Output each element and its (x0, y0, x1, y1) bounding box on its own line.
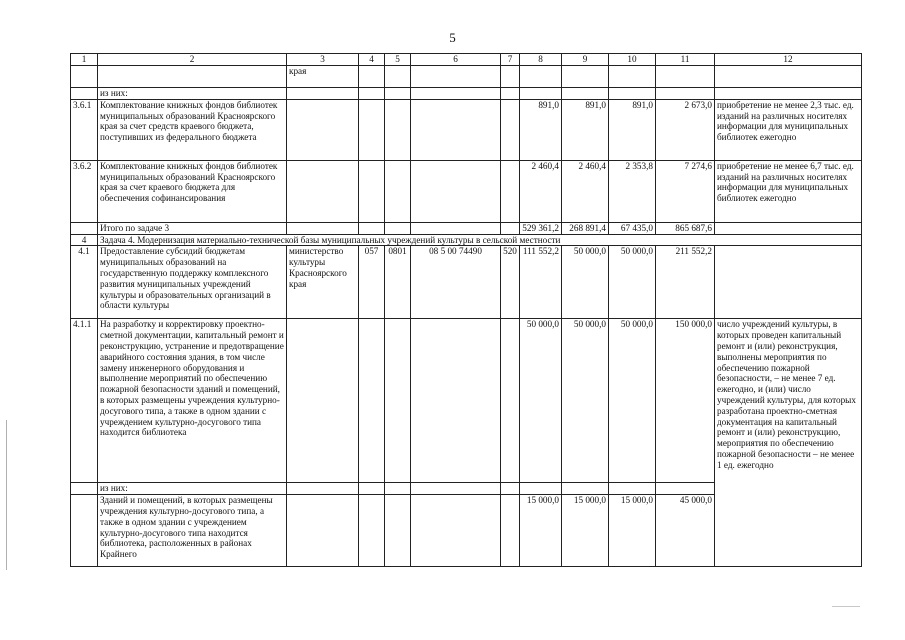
row-number: 3.6.1 (71, 99, 98, 160)
table-row (71, 246, 862, 319)
result-cell: приобретение не менее 6,7 тыс. ед. изданий на различных носителях информации для муниципальных библиотек ежегодно (715, 160, 862, 222)
value-cell: 15 000,0 (562, 495, 609, 567)
code-cell: 0801 (385, 246, 411, 319)
header-cell: 12 (715, 54, 862, 66)
value-cell: 15 000,0 (520, 495, 562, 567)
header-cell: 1 (71, 54, 98, 66)
admin-cell: министерство культуры Красноярского края (287, 246, 359, 319)
value-cell: 150 000,0 (656, 319, 715, 483)
table-row (71, 99, 862, 160)
result-cell: приобретение не менее 2,3 тыс. ед. изданий на различных носителях информации для муниципальных библиотек ежегодно (715, 99, 862, 160)
row-name: Комплектование книжных фондов библиотек муниципальных образований Красноярского края за счет краевого бюджета для обеспечения софинансирования (98, 160, 287, 222)
header-cell: 5 (385, 54, 411, 66)
value-cell: 2 673,0 (656, 99, 715, 160)
row-number: 3.6.2 (71, 160, 98, 222)
page-number: 5 (449, 30, 456, 45)
row-name: Зданий и помещений, в которых размещены учреждения культурно-досугового типа, а также в одном здании с учреждением культурно-досугового типа находится библиотека, расположенных в районах Крайнего (98, 495, 287, 567)
result-cell: число учреждений культуры, в которых проведен капитальный ремонт и (или) реконструкция, выполнены мероприятия по обеспечению пожарной безопасности, – не менее 7 ед. ежегодно, и (или) число учреждений культуры, для которых разработана проектно-сметная документация на капитальный ремонт и (или) реконструкцию, мероприятия по обеспечению пожарной безопасности – не менее 1 ед. ежегодно (715, 319, 862, 567)
code-cell: 057 (359, 246, 385, 319)
total-value: 268 891,4 (562, 222, 609, 234)
row-name: Комплектование книжных фондов библиотек муниципальных образований Красноярского края за счет средств краевого бюджета, поступивших из федерального бюджета (98, 99, 287, 160)
row-name: Предоставление субсидий бюджетам муниципальных образований на государственную поддержку комплексного развития муниципальных учреждений культуры и образовательных организаций в области культуры (98, 246, 287, 319)
table-row (71, 160, 862, 222)
scan-corner-mark (832, 606, 860, 607)
value-cell: 45 000,0 (656, 495, 715, 567)
value-cell: 50 000,0 (609, 246, 656, 319)
row-name: На разработку и корректировку проектно-сметной документации, капитальный ремонт и реконструкцию, устранение и предотвращение аварийного состояния здания, в том числе замену инженерного оборудования и выполнение мероприятий по обеспечению пожарной безопасности зданий и помещений, в которых размещены учреждения культурно-досугового типа, а также в одном здании с учреждением культурно-досугового типа находится библиотека (98, 319, 287, 483)
task-heading: Задача 4. Модернизация материально-технической базы муниципальных учреждений культуры в сельской местности (98, 234, 862, 246)
value-cell: 2 353,8 (609, 160, 656, 222)
header-cell: 4 (359, 54, 385, 66)
code-cell: 08 5 00 74490 (411, 246, 501, 319)
value-cell: 891,0 (520, 99, 562, 160)
scan-margin-line (6, 420, 7, 570)
table-row (71, 319, 862, 483)
header-cell: 3 (287, 54, 359, 66)
table-row (71, 66, 862, 88)
value-cell: 891,0 (609, 99, 656, 160)
subheading-label: из них: (98, 483, 287, 495)
total-value: 67 435,0 (609, 222, 656, 234)
value-cell: 50 000,0 (562, 246, 609, 319)
header-cell: 11 (656, 54, 715, 66)
value-cell: 891,0 (562, 99, 609, 160)
task-row (71, 234, 862, 246)
value-cell: 111 552,2 (520, 246, 562, 319)
code-cell: 520 (501, 246, 520, 319)
program-table (70, 53, 862, 567)
header-row (71, 54, 862, 66)
total-value: 865 687,6 (656, 222, 715, 234)
value-cell: 211 552,2 (656, 246, 715, 319)
header-cell: 6 (411, 54, 501, 66)
subheading-label: из них: (98, 88, 287, 100)
table-row (71, 88, 862, 100)
value-cell: 50 000,0 (520, 319, 562, 483)
value-cell: 2 460,4 (520, 160, 562, 222)
row-number: 4.1 (71, 246, 98, 319)
header-cell: 7 (501, 54, 520, 66)
admin-cell: края (287, 66, 359, 88)
value-cell: 7 274,6 (656, 160, 715, 222)
value-cell: 50 000,0 (609, 319, 656, 483)
header-cell: 10 (609, 54, 656, 66)
table-row (71, 222, 862, 234)
total-label: Итого по задаче 3 (98, 222, 287, 234)
total-value: 529 361,2 (520, 222, 562, 234)
row-number: 4.1.1 (71, 319, 98, 483)
row-number: 4 (71, 234, 98, 246)
value-cell: 2 460,4 (562, 160, 609, 222)
value-cell: 15 000,0 (609, 495, 656, 567)
header-cell: 8 (520, 54, 562, 66)
header-cell: 2 (98, 54, 287, 66)
header-cell: 9 (562, 54, 609, 66)
value-cell: 50 000,0 (562, 319, 609, 483)
